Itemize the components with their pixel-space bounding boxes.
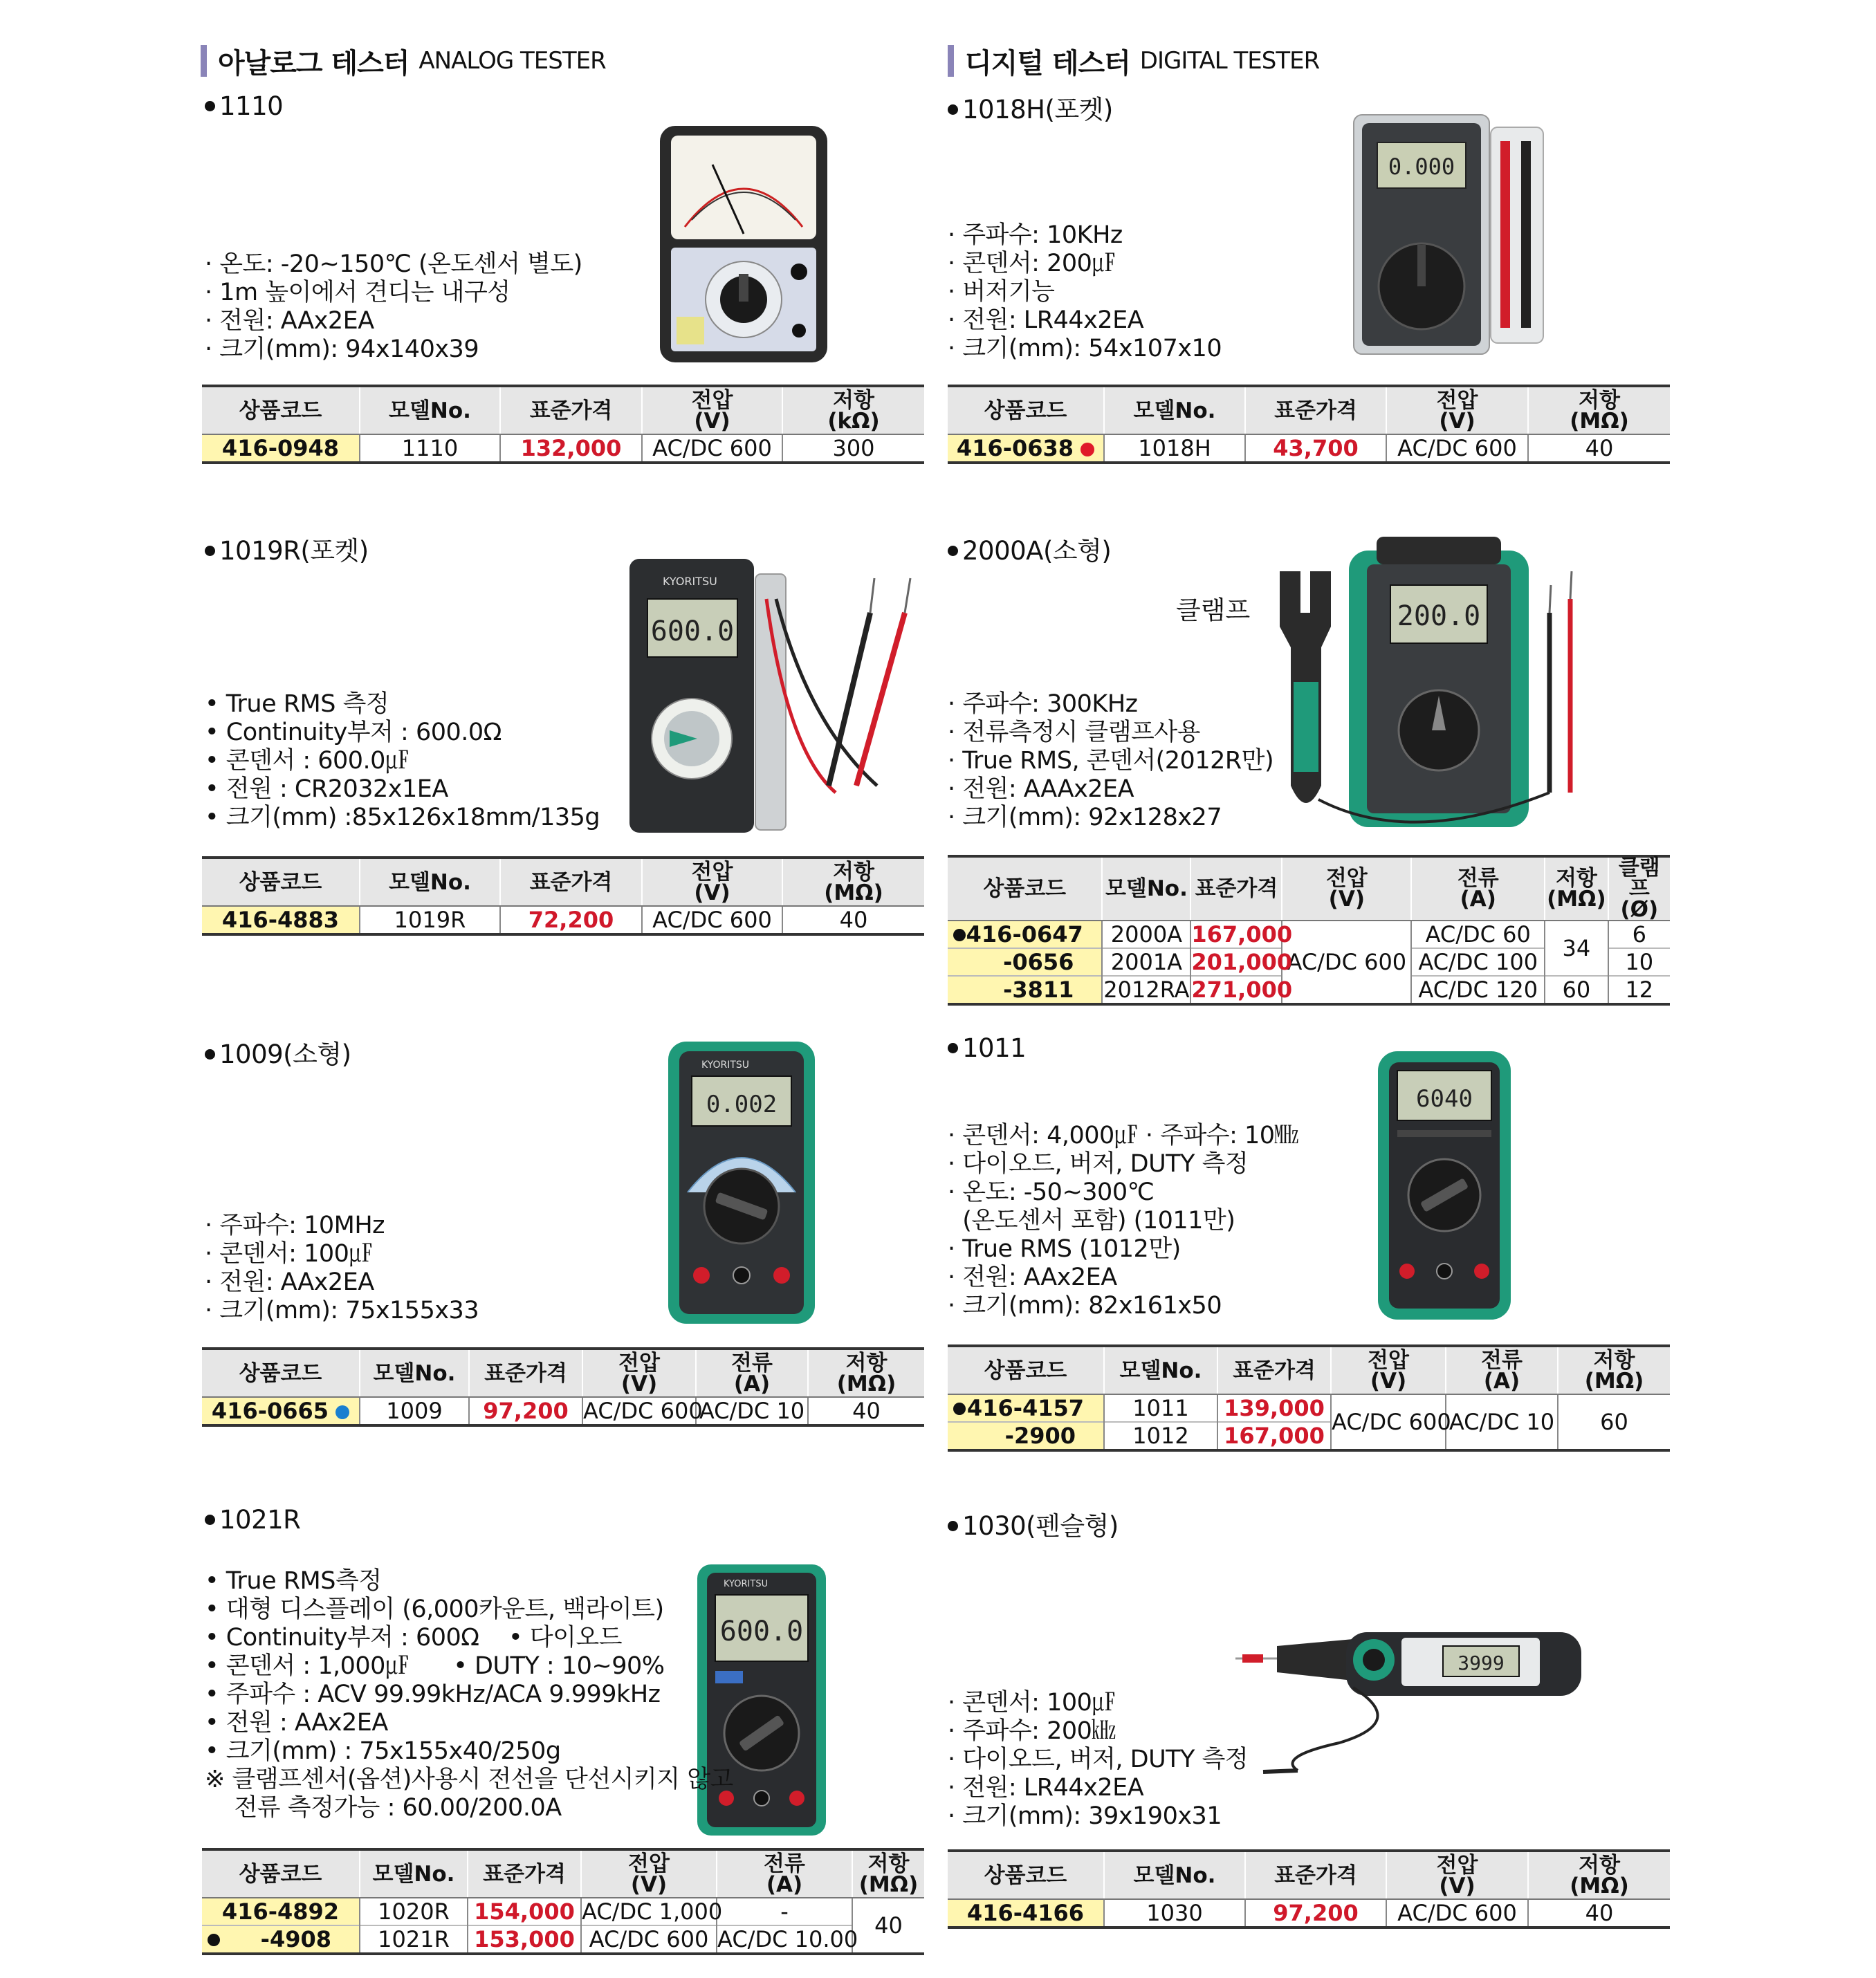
model-no: 2000A — [1102, 921, 1190, 948]
product-specs-1009: · 주파수: 10MHz · 콘덴서: 100㎌ · 전원: AAx2EA · 크기(mm): 75x155x33 — [205, 1212, 479, 1324]
table-header: 표준가격 — [1217, 1346, 1331, 1394]
table-row — [202, 1925, 924, 1954]
table-header: 저항 (MΩ) — [1545, 856, 1608, 921]
section-title-analog — [201, 41, 606, 80]
table-header: 전압 (V) — [582, 1349, 696, 1397]
table-header: 상품코드 — [948, 386, 1104, 434]
product-title-1019r: 1019R(포켓) — [205, 530, 369, 567]
price: 97,200 — [1245, 1899, 1386, 1928]
model-no: 1011 — [1104, 1394, 1217, 1422]
table-header: 전압 (V) — [1331, 1346, 1446, 1394]
current: AC/DC 10 — [1446, 1394, 1558, 1450]
price: 139,000 — [1217, 1394, 1331, 1422]
brand-label: KYORITSU — [663, 575, 717, 588]
spec-table-1019r — [202, 856, 924, 936]
table-header: 모델No. — [1104, 1851, 1245, 1899]
table-row — [948, 434, 1670, 463]
new-indicator-red-icon — [1080, 443, 1094, 456]
model-no: 1019R — [360, 906, 500, 934]
table-header: 전압 (V) — [642, 858, 782, 906]
price: 132,000 — [500, 434, 642, 463]
resistance: 40 — [808, 1397, 924, 1425]
product-code: 416-4157 — [948, 1394, 1104, 1422]
product-specs-1110: · 온도: -20~150℃ (온도센서 별도) · 1m 높이에서 견디는 내구성 · 전원: AAx2EA · 크기(mm): 94x140x39 — [205, 250, 582, 363]
price: 154,000 — [468, 1898, 581, 1925]
section-title-digital — [948, 41, 1319, 80]
table-header: 저항 (MΩ) — [1528, 1851, 1670, 1899]
table-header: 모델No. — [360, 1849, 468, 1898]
table-row — [948, 1899, 1670, 1928]
table-header: 전류 (A) — [696, 1349, 808, 1397]
table-header: 표준가격 — [1245, 1851, 1386, 1899]
current: AC/DC 60 — [1411, 921, 1545, 948]
table-header: 상품코드 — [202, 1849, 360, 1898]
table-header: 상품코드 — [948, 856, 1102, 921]
spec-table-2000a — [948, 855, 1670, 1006]
price: 72,200 — [500, 906, 642, 934]
table-header: 표준가격 — [1245, 386, 1386, 434]
model-no: 1030 — [1104, 1899, 1245, 1928]
voltage: AC/DC 600 — [642, 434, 782, 463]
table-header: 표준가격 — [500, 858, 642, 906]
table-header: 상품코드 — [948, 1346, 1104, 1394]
table-header: 클램프 (Ø) — [1608, 856, 1670, 921]
table-header: 저항 (MΩ) — [782, 858, 924, 906]
voltage: AC/DC 600 — [583, 1398, 703, 1424]
price: 201,000 — [1191, 949, 1293, 975]
table-row — [948, 921, 1670, 948]
recommended-dot-icon — [953, 929, 966, 941]
model-no: 1009 — [360, 1397, 469, 1425]
lcd-readout: 0.002 — [706, 1091, 778, 1118]
voltage: AC/DC 600 — [642, 906, 782, 934]
table-header: 모델No. — [360, 1349, 469, 1397]
table-header: 전압 (V) — [642, 386, 782, 434]
table-header: 상품코드 — [202, 1349, 360, 1397]
table-row — [202, 906, 924, 934]
table-header: 전류 (A) — [1411, 856, 1545, 921]
resistance: 40 — [1528, 1899, 1670, 1928]
recommended-dot-icon — [953, 1403, 966, 1415]
resistance: 40 — [852, 1898, 924, 1954]
model-no: 1020R — [360, 1898, 468, 1925]
product-image-2000a — [1273, 530, 1619, 844]
price: 167,000 — [1191, 921, 1293, 948]
table-header: 표준가격 — [1190, 856, 1282, 921]
product-image-1009 — [667, 1040, 816, 1328]
table-header: 모델No. — [1102, 856, 1190, 921]
clamp-size: 12 — [1608, 976, 1670, 1004]
model-no: 2001A — [1102, 948, 1190, 976]
clamp-size: 10 — [1608, 948, 1670, 976]
current: AC/DC 120 — [1411, 976, 1545, 1004]
voltage: AC/DC 600 — [1331, 1394, 1446, 1450]
table-header: 전압 (V) — [1386, 386, 1528, 434]
product-title-1011: 1011 — [948, 1033, 1026, 1063]
lcd-readout: 3999 — [1457, 1652, 1505, 1674]
spec-table-1110 — [202, 385, 924, 464]
table-header: 상품코드 — [202, 858, 360, 906]
resistance: 40 — [1528, 434, 1670, 463]
table-header: 전압 (V) — [1282, 856, 1411, 921]
product-image-1011 — [1377, 1050, 1512, 1324]
table-header: 모델No. — [360, 386, 500, 434]
current: AC/DC 10.00 — [717, 1926, 858, 1952]
product-specs-1030: · 콘덴서: 100㎌ · 주파수: 200㎑ · 다이오드, 버저, DUTY 측정 · 전원: LR44x2EA · 크기(mm): 39x190x31 — [948, 1689, 1249, 1830]
spec-table-1011 — [948, 1344, 1670, 1452]
spec-table-1021r — [202, 1848, 924, 1955]
product-title-2000a: 2000A(소형) — [948, 530, 1111, 567]
table-header: 전류 (A) — [717, 1849, 852, 1898]
resistance: 40 — [782, 906, 924, 934]
table-header: 저항 (MΩ) — [808, 1349, 924, 1397]
section-accent-bar — [948, 45, 954, 77]
product-title-1018h: 1018H(포켓) — [948, 89, 1113, 126]
lcd-readout: 600.0 — [650, 616, 735, 647]
current: AC/DC 10 — [696, 1397, 808, 1425]
price: 43,700 — [1245, 434, 1386, 463]
product-title-1030: 1030(펜슬형) — [948, 1505, 1119, 1542]
model-no: 1021R — [360, 1925, 468, 1954]
product-code: -4908 — [202, 1925, 360, 1954]
lcd-readout: 0.000 — [1388, 154, 1455, 180]
table-header: 저항 (MΩ) — [852, 1849, 924, 1898]
table-header: 저항 (MΩ) — [1528, 386, 1670, 434]
table-row — [202, 1397, 924, 1425]
voltage: AC/DC 1,000 — [582, 1898, 723, 1925]
product-specs-2000a: · 주파수: 300KHz · 전류측정시 클램프사용 · True RMS, 콘덴서(2012R만) · 전원: AAAx2EA · 크기(mm): 92x128x27 — [948, 690, 1274, 831]
product-image-1030 — [1235, 1618, 1588, 1787]
price: 167,000 — [1217, 1422, 1331, 1450]
product-title-1009: 1009(소형) — [205, 1033, 351, 1071]
product-code: 416-0638 — [948, 434, 1104, 463]
voltage: AC/DC 600 — [1386, 1899, 1528, 1928]
table-row — [202, 1898, 924, 1925]
current: AC/DC 100 — [1411, 948, 1545, 976]
table-header: 전압 (V) — [1386, 1851, 1528, 1899]
recommended-dot-icon — [208, 1934, 220, 1946]
product-code: -3811 — [948, 976, 1102, 1004]
product-code: 416-4892 — [202, 1898, 360, 1925]
product-specs-1011: · 콘덴서: 4,000㎌ · 주파수: 10㎒ · 다이오드, 버저, DUTY 측정 · 온도: -50~300℃ (온도센서 포함) (1011만) · True RMS (1012만) · 전원: AAx2EA · 크기(mm): 82x161x50 — [948, 1122, 1299, 1320]
table-header: 표준가격 — [469, 1349, 582, 1397]
table-header: 상품코드 — [202, 386, 360, 434]
table-header: 상품코드 — [948, 1851, 1104, 1899]
model-no: 1110 — [360, 434, 500, 463]
product-code: 416-4883 — [202, 906, 360, 934]
section-accent-bar — [201, 45, 207, 77]
spec-table-1030 — [948, 1849, 1670, 1929]
product-code: 416-0948 — [202, 434, 360, 463]
current: - — [717, 1898, 852, 1925]
section-title-en: DIGITAL TESTER — [1139, 47, 1320, 75]
table-header: 전압 (V) — [581, 1849, 717, 1898]
voltage: AC/DC 600 — [581, 1925, 717, 1954]
product-image-1019r — [628, 557, 932, 837]
table-header: 표준가격 — [468, 1849, 581, 1898]
section-title-en: ANALOG TESTER — [419, 47, 606, 75]
clamp-size: 6 — [1608, 921, 1670, 948]
product-code: 416-4166 — [948, 1899, 1104, 1928]
table-header: 모델No. — [1104, 1346, 1217, 1394]
resistance: 60 — [1545, 976, 1608, 1004]
product-title-1021r: 1021R — [205, 1505, 300, 1535]
table-header: 모델No. — [360, 858, 500, 906]
price: 271,000 — [1191, 977, 1293, 1003]
voltage: AC/DC 600 — [1386, 434, 1528, 463]
product-code: 416-0665 — [202, 1397, 360, 1425]
price: 97,200 — [469, 1397, 582, 1425]
brand-label: KYORITSU — [701, 1060, 750, 1071]
product-code: 416-0647 — [948, 921, 1102, 948]
lcd-readout: 200.0 — [1397, 600, 1481, 632]
model-no: 1012 — [1104, 1422, 1217, 1450]
product-specs-1019r: • True RMS 측정 • Continuity부저 : 600.0Ω • 콘덴서 : 600.0㎌ • 전원 : CR2032x1EA • 크기(mm) :85x126x18mm/135g — [205, 690, 600, 831]
lcd-readout: 600.0 — [719, 1616, 804, 1647]
section-title-ko: 디지털 테스터 — [965, 47, 1130, 80]
table-header: 전류 (A) — [1446, 1346, 1558, 1394]
product-code: -2900 — [948, 1422, 1104, 1450]
product-specs-1018h: · 주파수: 10KHz · 콘덴서: 200㎌ · 버저기능 · 전원: LR44x2EA · 크기(mm): 54x107x10 — [948, 221, 1222, 362]
resistance: 60 — [1558, 1394, 1670, 1450]
table-header: 저항 (kΩ) — [782, 386, 924, 434]
spec-table-1018h — [948, 385, 1670, 464]
voltage: AC/DC 600 — [1282, 921, 1411, 1004]
product-image-1018h — [1352, 113, 1546, 360]
lcd-readout: 6040 — [1416, 1085, 1473, 1113]
model-no: 2012RA — [1103, 977, 1190, 1003]
table-header: 표준가격 — [500, 386, 642, 434]
product-code: -0656 — [948, 948, 1102, 976]
product-title-1110: 1110 — [205, 91, 283, 121]
brand-label: KYORITSU — [724, 1579, 769, 1589]
table-row — [202, 434, 924, 463]
price: 153,000 — [468, 1925, 581, 1954]
indicator-blue-icon — [335, 1405, 349, 1419]
model-no: 1018H — [1104, 434, 1245, 463]
spec-table-1009 — [202, 1347, 924, 1427]
clamp-label: 클램프 — [1176, 595, 1251, 625]
product-image-1110 — [657, 123, 830, 368]
resistance: 34 — [1545, 921, 1608, 976]
table-header: 저항 (MΩ) — [1558, 1346, 1670, 1394]
table-header: 모델No. — [1104, 386, 1245, 434]
resistance: 300 — [782, 434, 924, 463]
section-title-ko: 아날로그 테스터 — [218, 47, 410, 80]
product-specs-1021r: • True RMS측정 • 대형 디스플레이 (6,000카운트, 백라이트) • Continuity부저 : 600Ω • 다이오드 • 콘덴서 : 1,000㎌ • DUTY : 10~90% • 주파수 : ACV 99.99kHz/ACA 9.999kHz • 전원 : AAx2EA • 크기(mm) : 75x155x40/250g ※ 클램프센서(옵션)사용시 전선을 단선시키지 않고 전류 측정가능 : 60.00/200.0A — [205, 1567, 733, 1822]
table-row — [948, 1394, 1670, 1422]
